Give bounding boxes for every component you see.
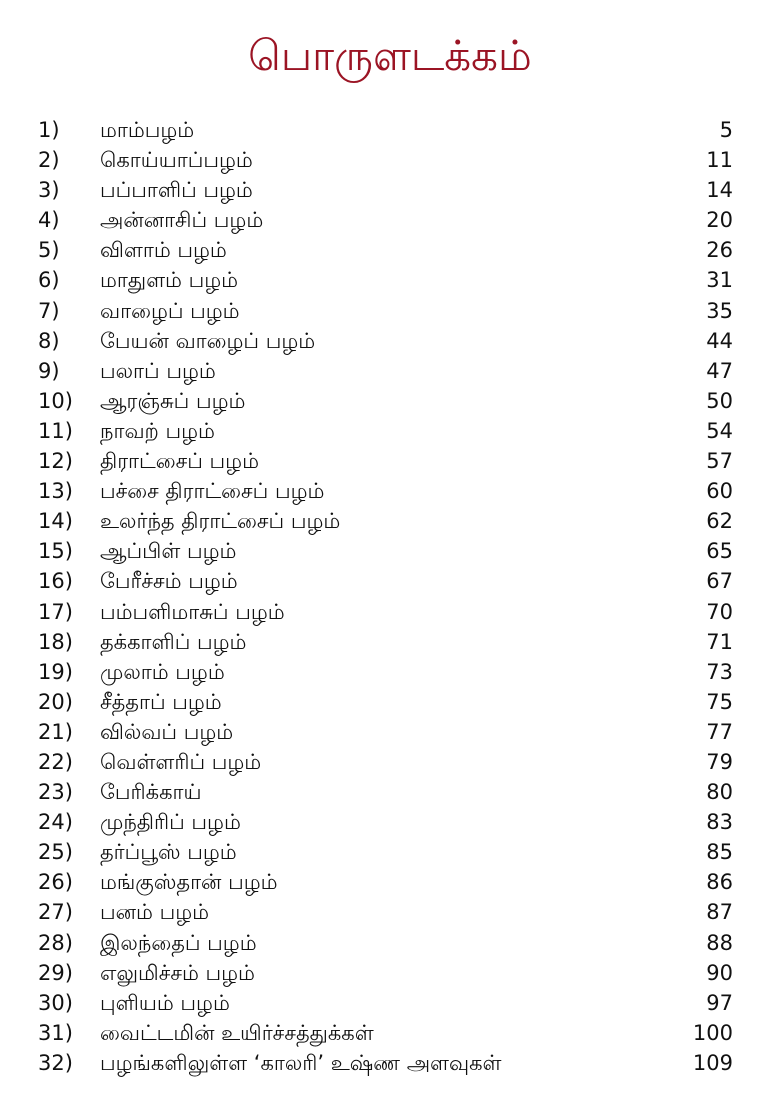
entry-page-number: 100: [692, 1020, 733, 1045]
entry-page-number: 67: [706, 569, 733, 594]
entry-number: 25): [38, 840, 73, 865]
toc-entry: [0, 506, 780, 536]
toc-entry: [0, 175, 780, 205]
entry-number: 16): [38, 569, 73, 594]
entry-page-number: 65: [706, 539, 733, 564]
entry-page-number: 44: [706, 328, 733, 353]
entry-title: மாம்பழம்: [100, 118, 195, 142]
toc-entry: [0, 897, 780, 927]
entry-page-number: 31: [706, 268, 733, 293]
toc-entry: [0, 807, 780, 837]
entry-title: சீத்தாப் பழம்: [100, 689, 222, 714]
toc-entry: [0, 627, 780, 657]
toc-entry: [0, 265, 780, 295]
entry-page-number: 86: [706, 870, 733, 895]
entry-title: நாவற் பழம்: [100, 418, 215, 443]
entry-page-number: 54: [706, 418, 733, 443]
entry-page-number: 5: [719, 118, 733, 142]
toc-entry: [0, 115, 780, 145]
toc-entry: [0, 837, 780, 867]
toc-entry: [0, 446, 780, 476]
toc-entry: [0, 235, 780, 265]
entry-title: வில்வப் பழம்: [100, 719, 234, 744]
entry-page-number: 88: [706, 930, 733, 955]
entry-number: 22): [38, 749, 73, 774]
entry-number: 15): [38, 539, 73, 564]
entry-page-number: 20: [706, 208, 733, 233]
entry-title: மாதுளம் பழம்: [100, 268, 239, 293]
entry-number: 17): [38, 599, 73, 624]
entry-title: முலாம் பழம்: [100, 659, 225, 684]
entry-title: ஆப்பிள் பழம்: [100, 539, 237, 564]
entry-number: 28): [38, 930, 73, 955]
entry-number: 2): [38, 148, 60, 173]
entry-number: 4): [38, 208, 60, 233]
entry-title: தர்ப்பூஸ் பழம்: [100, 840, 237, 865]
entry-page-number: 77: [706, 719, 733, 744]
entry-page-number: 80: [706, 780, 733, 805]
toc-entry: [0, 205, 780, 235]
entry-title: புளியம் பழம்: [100, 990, 230, 1015]
entry-title: பேயன் வாழைப் பழம்: [100, 328, 316, 353]
page-title: பொருளடக்கம்: [248, 31, 532, 80]
entry-number: 5): [38, 238, 60, 263]
entry-title: இலந்தைப் பழம்: [100, 930, 257, 955]
entry-title: மங்குஸ்தான் பழம்: [100, 870, 278, 895]
entry-number: 19): [38, 659, 73, 684]
entry-number: 14): [38, 509, 73, 534]
toc-entry: [0, 657, 780, 687]
toc-entry: [0, 145, 780, 175]
toc-entry: [0, 1048, 780, 1078]
entry-page-number: 14: [706, 178, 733, 203]
entry-number: 6): [38, 268, 60, 293]
entry-number: 11): [38, 418, 73, 443]
toc-entry: [0, 777, 780, 807]
entry-title: வாழைப் பழம்: [100, 298, 240, 323]
entry-page-number: 26: [706, 238, 733, 263]
entry-number: 29): [38, 960, 73, 985]
toc-entry: [0, 717, 780, 747]
toc-entry: [0, 928, 780, 958]
entry-title: வெள்ளரிப் பழம்: [100, 749, 262, 774]
entry-page-number: 57: [706, 449, 733, 474]
entry-title: பேரிக்காய்: [100, 780, 202, 805]
entry-page-number: 62: [706, 509, 733, 534]
entry-page-number: 83: [706, 810, 733, 835]
toc-entry: [0, 687, 780, 717]
toc-entry: [0, 566, 780, 596]
entry-title: பேரீச்சம் பழம்: [100, 569, 238, 594]
entry-title: முந்திரிப் பழம்: [100, 810, 241, 835]
entry-number: 23): [38, 780, 73, 805]
entry-title: திராட்சைப் பழம்: [100, 449, 259, 474]
toc-entry: [0, 958, 780, 988]
toc-entry: [0, 1018, 780, 1048]
toc-entry: [0, 476, 780, 506]
entry-title: வைட்டமின் உயிர்ச்சத்துக்கள்: [100, 1020, 374, 1045]
entry-page-number: 109: [692, 1050, 733, 1075]
entry-page-number: 50: [706, 388, 733, 413]
entry-title: அன்னாசிப் பழம்: [100, 208, 264, 233]
entry-number: 13): [38, 479, 73, 504]
toc-entry: [0, 356, 780, 386]
toc-entry: [0, 386, 780, 416]
toc-entry: [0, 536, 780, 566]
entry-page-number: 11: [706, 148, 733, 173]
toc-entry: [0, 747, 780, 777]
table-of-contents: [0, 115, 780, 1078]
toc-entry: [0, 867, 780, 897]
entry-title: உலர்ந்த திராட்சைப் பழம்: [100, 509, 341, 534]
entry-number: 12): [38, 449, 73, 474]
toc-entry: [0, 296, 780, 326]
entry-title: பழங்களிலுள்ள ‘காலரி’ உஷ்ண அளவுகள்: [100, 1050, 502, 1075]
entry-page-number: 70: [706, 599, 733, 624]
toc-entry: [0, 416, 780, 446]
entry-page-number: 97: [706, 990, 733, 1015]
entry-page-number: 90: [706, 960, 733, 985]
entry-page-number: 35: [706, 298, 733, 323]
entry-title: பப்பாளிப் பழம்: [100, 178, 253, 203]
entry-number: 31): [38, 1020, 73, 1045]
entry-page-number: 60: [706, 479, 733, 504]
entry-number: 24): [38, 810, 73, 835]
entry-number: 8): [38, 328, 60, 353]
entry-number: 30): [38, 990, 73, 1015]
entry-title: கொய்யாப்பழம்: [100, 148, 253, 173]
toc-entry: [0, 326, 780, 356]
entry-title: பம்பளிமாசுப் பழம்: [100, 599, 285, 624]
entry-title: விளாம் பழம்: [100, 238, 227, 263]
entry-number: 1): [38, 118, 60, 142]
entry-page-number: 47: [706, 358, 733, 383]
entry-page-number: 79: [706, 749, 733, 774]
entry-number: 27): [38, 900, 73, 925]
entry-number: 7): [38, 298, 60, 323]
entry-number: 3): [38, 178, 60, 203]
entry-page-number: 85: [706, 840, 733, 865]
entry-number: 21): [38, 719, 73, 744]
entry-title: ஆரஞ்சுப் பழம்: [100, 388, 246, 413]
entry-number: 26): [38, 870, 73, 895]
entry-title: தக்காளிப் பழம்: [100, 629, 247, 654]
toc-entry: [0, 597, 780, 627]
entry-page-number: 71: [706, 629, 733, 654]
entry-title: பனம் பழம்: [100, 900, 209, 925]
entry-page-number: 73: [706, 659, 733, 684]
entry-page-number: 87: [706, 900, 733, 925]
toc-entry: [0, 988, 780, 1018]
entry-page-number: 75: [706, 689, 733, 714]
entry-number: 9): [38, 358, 60, 383]
entry-number: 10): [38, 388, 73, 413]
entry-number: 32): [38, 1050, 73, 1075]
entry-title: எலுமிச்சம் பழம்: [100, 960, 255, 985]
entry-title: பச்சை திராட்சைப் பழம்: [100, 479, 325, 504]
entry-title: பலாப் பழம்: [100, 358, 216, 383]
entry-number: 18): [38, 629, 73, 654]
entry-number: 20): [38, 689, 73, 714]
